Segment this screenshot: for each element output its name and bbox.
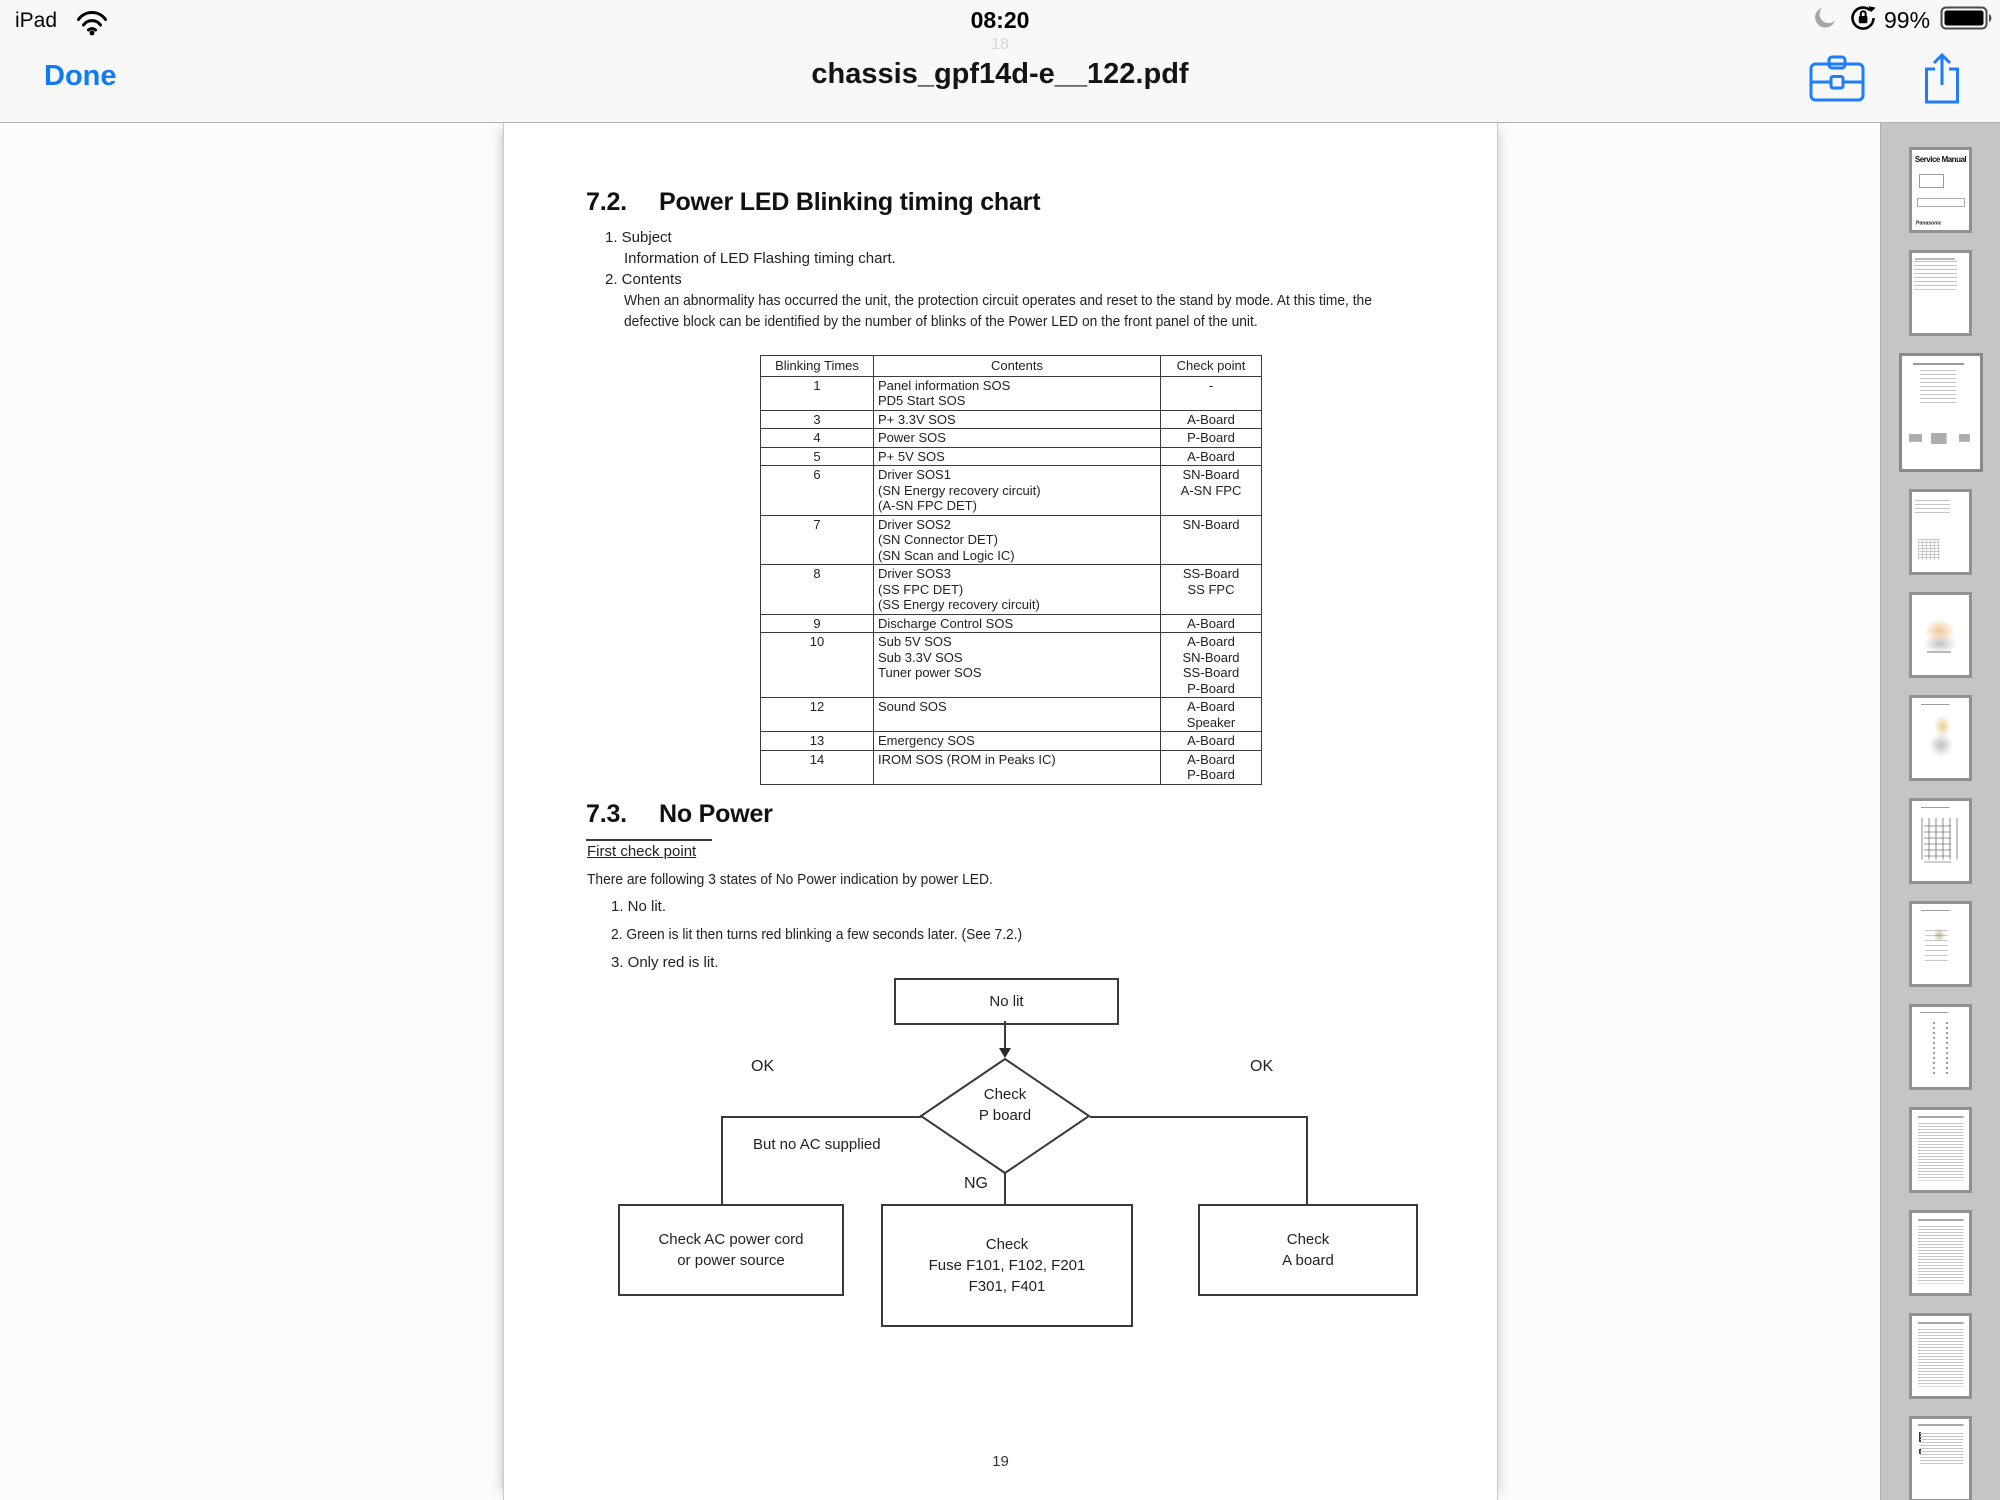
timing-table-cell: 14: [761, 750, 874, 784]
timing-table-row: [761, 565, 1262, 615]
timing-table-cell: A-Board: [1161, 410, 1262, 429]
page-thumbnail[interactable]: [1909, 901, 1972, 987]
timing-table-cell: IROM SOS (ROM in Peaks IC): [874, 750, 1161, 784]
battery-percent: 99%: [1884, 7, 1931, 33]
timing-table-cell: A-Board Speaker: [1161, 698, 1262, 732]
col-blinking-times: Blinking Times: [761, 356, 874, 377]
section-number: 7.3.: [586, 800, 627, 828]
list-item-subject: 1. Subject: [605, 229, 672, 246]
timing-table-cell: Driver SOS3 (SS FPC DET) (SS Energy recovery circuit): [874, 565, 1161, 615]
page-thumbnail[interactable]: [1909, 1416, 1972, 1500]
previous-page-number-faint: 18: [991, 36, 1009, 53]
col-contents: Contents: [874, 356, 1161, 377]
timing-table-cell: 1: [761, 376, 874, 410]
timing-table-cell: SN-Board A-SN FPC: [1161, 466, 1262, 516]
timing-table-cell: Driver SOS2 (SN Connector DET) (SN Scan and Logic IC): [874, 515, 1161, 565]
timing-table-row: [761, 447, 1262, 466]
section-title: No Power: [659, 800, 773, 828]
timing-table-cell: Panel information SOS PD5 Start SOS: [874, 376, 1161, 410]
flow-line-right-down: [1306, 1116, 1308, 1204]
timing-table-cell: A-Board P-Board: [1161, 750, 1262, 784]
page-thumbnail[interactable]: [1909, 250, 1972, 336]
no-power-state-1: 1. No lit.: [611, 898, 667, 915]
flow-box-check-ac: Check AC power cord or power source: [618, 1204, 844, 1296]
flow-start-label: No lit: [989, 993, 1024, 1010]
timing-table-cell: SN-Board: [1161, 515, 1262, 565]
timing-table: [760, 355, 1262, 785]
battery-icon: [1940, 5, 1993, 36]
timing-table-cell: P-Board: [1161, 429, 1262, 448]
timing-table-row: [761, 633, 1262, 698]
timing-table-cell: 7: [761, 515, 874, 565]
timing-table-cell: -: [1161, 376, 1262, 410]
timing-table-cell: Driver SOS1 (SN Energy recovery circuit) (A-SN FPC DET): [874, 466, 1161, 516]
do-not-disturb-moon-icon: [1812, 4, 1839, 36]
contents-body-line2: defective block can be identified by the number of blinks of the Power LED on the front panel of the unit.: [624, 313, 1258, 330]
timing-table-cell: A-Board: [1161, 447, 1262, 466]
timing-table-row: [761, 750, 1262, 784]
flow-decision-label: Check P board: [978, 1086, 1032, 1124]
timing-table-cell: 6: [761, 466, 874, 516]
timing-table-row: [761, 466, 1262, 516]
flow-label-no-ac: But no AC supplied: [753, 1136, 881, 1153]
timing-table-body: [761, 376, 1262, 784]
section-7-3-heading: [586, 800, 773, 829]
timing-table-cell: 8: [761, 565, 874, 615]
timing-table-header-row: [761, 356, 1262, 377]
timing-table-cell: Sound SOS: [874, 698, 1161, 732]
timing-table-cell: Discharge Control SOS: [874, 614, 1161, 633]
timing-table-cell: 10: [761, 633, 874, 698]
page-thumbnail[interactable]: [1909, 1004, 1972, 1090]
flow-connector: [1004, 1021, 1006, 1051]
page-thumbnail[interactable]: [1909, 1313, 1972, 1399]
flow-label-ng: NG: [964, 1175, 988, 1192]
thumbnail-rail: [1880, 122, 2000, 1500]
timing-table-row: [761, 614, 1262, 633]
flow-line-left: [721, 1116, 921, 1118]
first-check-point-overline: [586, 839, 712, 841]
timing-table-cell: Power SOS: [874, 429, 1161, 448]
timing-table-cell: A-Board SN-Board SS-Board P-Board: [1161, 633, 1262, 698]
flow-box-check-a-board: Check A board: [1198, 1204, 1418, 1296]
page-thumbnail[interactable]: [1909, 695, 1972, 781]
flow-start-box: [894, 978, 1119, 1025]
timing-table-row: [761, 410, 1262, 429]
page-thumbnail[interactable]: [1909, 1107, 1972, 1193]
timing-table-row: [761, 429, 1262, 448]
clock-time: 08:20: [970, 7, 1030, 33]
section-number: 7.2.: [586, 188, 627, 216]
share-icon-button[interactable]: [1921, 52, 1963, 110]
page-thumbnail[interactable]: [1909, 592, 1972, 678]
no-power-state-3: 3. Only red is lit.: [611, 954, 719, 971]
device-label: iPad: [15, 9, 58, 32]
flow-box-check-fuse: Check Fuse F101, F102, F201 F301, F401: [881, 1204, 1133, 1327]
timing-table-cell: SS-Board SS FPC: [1161, 565, 1262, 615]
contents-body-line1: When an abnormality has occurred the unit, the protection circuit operates and reset to the stand by mode. At this time, the: [624, 292, 1372, 309]
pdf-page-19: [503, 122, 1498, 1500]
flow-line-right: [1090, 1116, 1308, 1118]
first-check-point-label: First check point: [587, 843, 697, 860]
thumbnail-cover-brand: Panasonic: [1916, 220, 1942, 226]
timing-table-cell: 5: [761, 447, 874, 466]
timing-table-row: [761, 515, 1262, 565]
page-number: 19: [992, 1453, 1009, 1470]
page-thumbnail[interactable]: [1909, 798, 1972, 884]
timing-table-cell: 13: [761, 732, 874, 751]
rotation-lock-icon: [1848, 3, 1878, 38]
no-power-intro: There are following 3 states of No Power indication by power LED.: [587, 871, 993, 888]
timing-table-cell: P+ 3.3V SOS: [874, 410, 1161, 429]
flow-line-center-down: [1004, 1173, 1006, 1204]
timing-table-cell: P+ 5V SOS: [874, 447, 1161, 466]
flow-label-ok-left: OK: [751, 1058, 775, 1075]
timing-table-row: [761, 732, 1262, 751]
toolbox-icon-button[interactable]: [1808, 55, 1866, 108]
done-button[interactable]: Done: [44, 60, 117, 92]
timing-table-row: [761, 376, 1262, 410]
section-7-2-heading: [586, 188, 1040, 217]
flow-line-left-down: [721, 1116, 723, 1204]
page-thumbnail[interactable]: [1909, 489, 1972, 575]
section-title: Power LED Blinking timing chart: [659, 188, 1041, 216]
flow-decision-diamond: [919, 1057, 1091, 1175]
document-title: chassis_gpf14d-e__122.pdf: [811, 58, 1189, 90]
timing-table-cell: A-Board: [1161, 614, 1262, 633]
flow-label-ok-right: OK: [1250, 1058, 1274, 1075]
page-thumbnail[interactable]: [1909, 1210, 1972, 1296]
timing-table-cell: Emergency SOS: [874, 732, 1161, 751]
timing-table-cell: 4: [761, 429, 874, 448]
page-thumbnail[interactable]: [1909, 147, 1972, 233]
page-thumbnail-selected[interactable]: [1899, 353, 1983, 472]
timing-table-cell: 9: [761, 614, 874, 633]
subject-body: Information of LED Flashing timing chart.: [624, 250, 896, 267]
list-item-contents: 2. Contents: [605, 271, 682, 288]
no-power-state-2: 2. Green is lit then turns red blinking a few seconds later. (See 7.2.): [611, 926, 1023, 943]
timing-table-cell: A-Board: [1161, 732, 1262, 751]
timing-table-cell: Sub 5V SOS Sub 3.3V SOS Tuner power SOS: [874, 633, 1161, 698]
thumbnail-cover-title: Service Manual: [1914, 155, 1967, 164]
timing-table-cell: 3: [761, 410, 874, 429]
timing-table-row: [761, 698, 1262, 732]
timing-table-cell: 12: [761, 698, 874, 732]
top-chrome: [0, 0, 2000, 123]
col-check-point: Check point: [1161, 356, 1262, 377]
